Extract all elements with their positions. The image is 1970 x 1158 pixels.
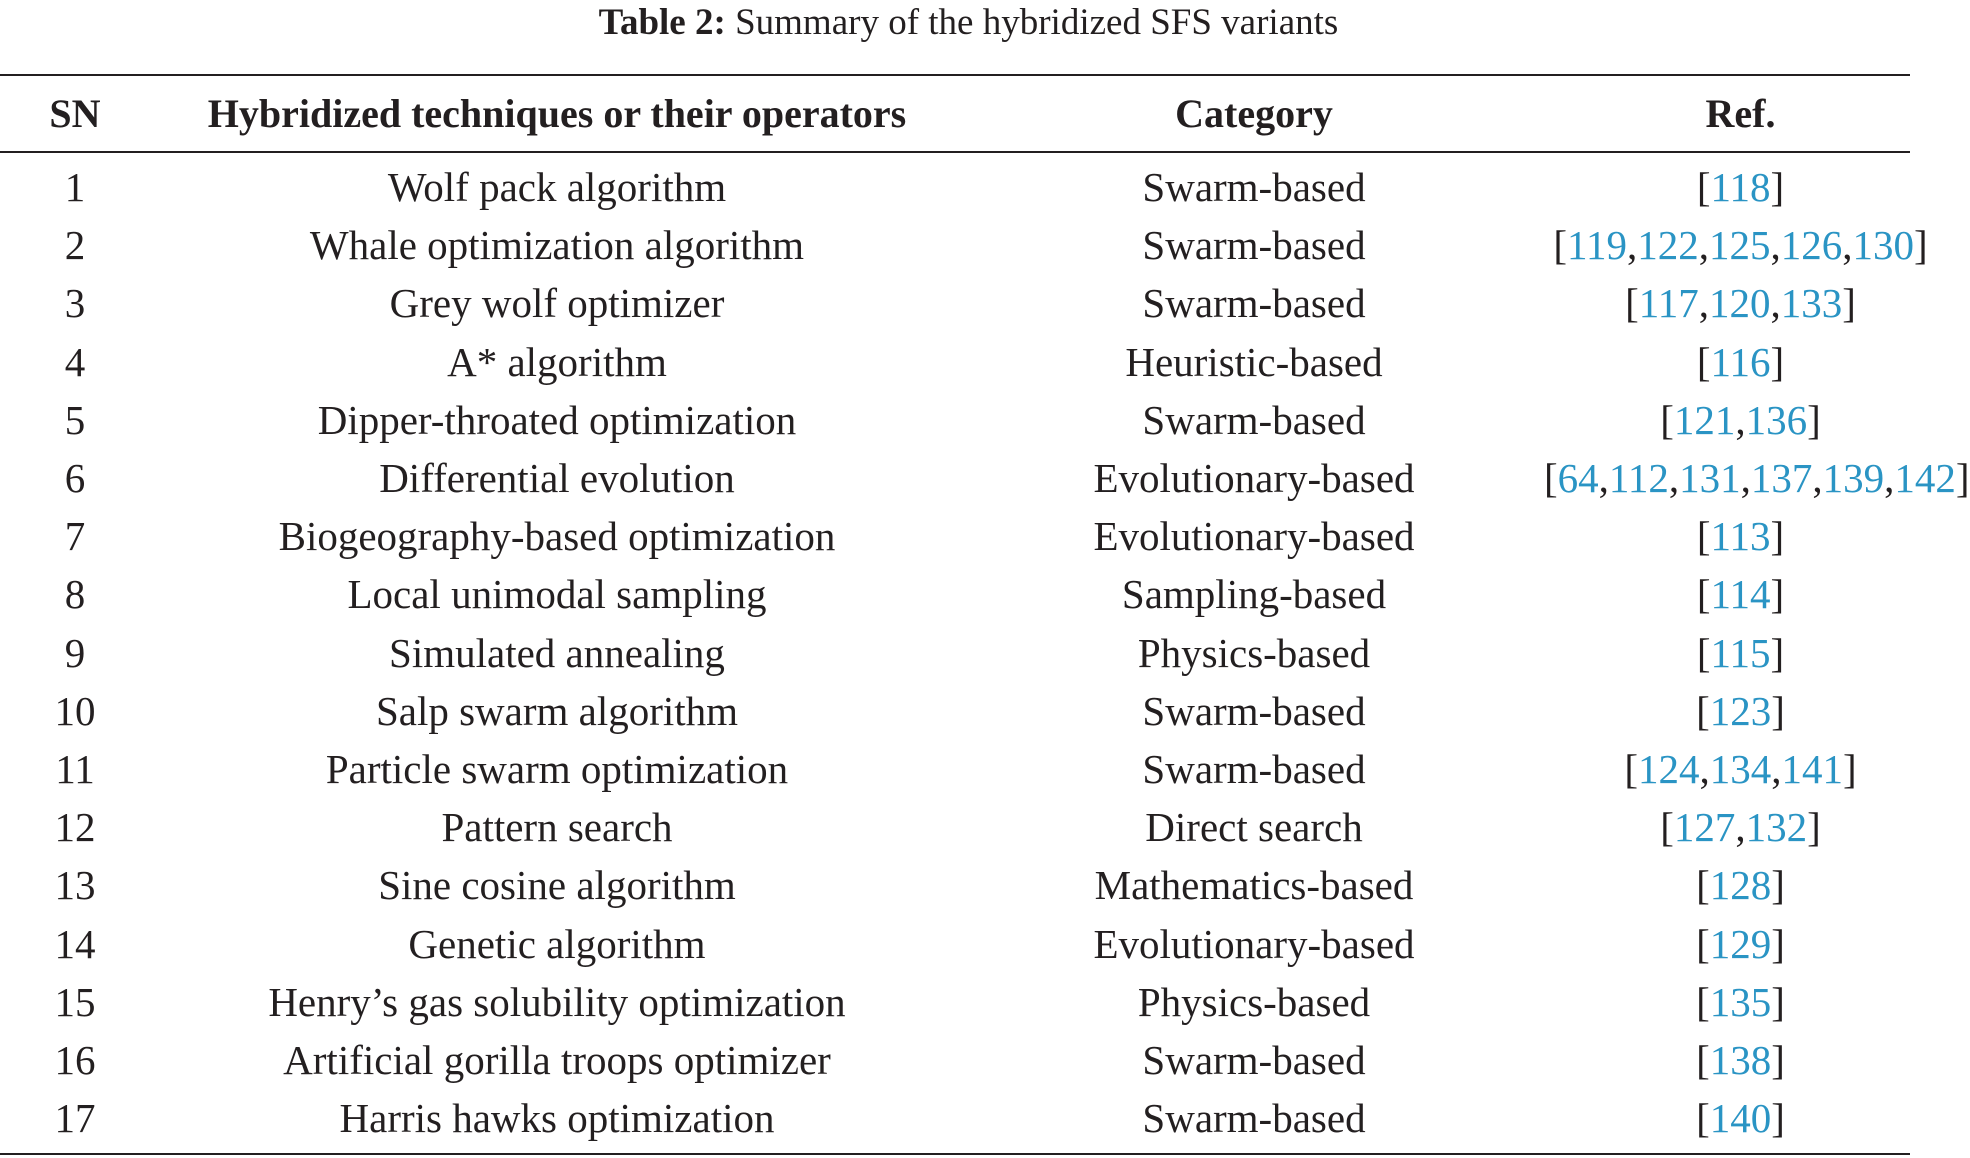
cell-category: Swarm-based bbox=[1142, 280, 1366, 327]
table-row bbox=[0, 682, 1937, 740]
cell-refs bbox=[1544, 216, 1937, 274]
bracket-open: [ bbox=[1624, 745, 1638, 792]
citation-link[interactable]: 114 bbox=[1710, 571, 1771, 618]
cell-category: Swarm-based bbox=[1142, 396, 1366, 443]
bracket-close: ] bbox=[1771, 687, 1785, 734]
ref-separator: , bbox=[1735, 396, 1746, 443]
ref-separator: , bbox=[1771, 745, 1782, 792]
cell-category: Evolutionary-based bbox=[1093, 920, 1415, 967]
bracket-close: ] bbox=[1771, 920, 1785, 967]
cell-refs bbox=[1544, 682, 1937, 740]
cell-category: Swarm-based bbox=[1142, 1095, 1366, 1142]
bracket-close: ] bbox=[1843, 745, 1857, 792]
cell-sn: 1 bbox=[64, 164, 86, 211]
citation-link[interactable]: 123 bbox=[1709, 687, 1772, 734]
bracket-open: [ bbox=[1660, 804, 1674, 851]
cell-technique: Particle swarm optimization bbox=[325, 745, 789, 792]
cell-refs bbox=[1544, 740, 1937, 798]
header-sn: SN bbox=[49, 91, 101, 136]
citation-link[interactable]: 116 bbox=[1710, 338, 1771, 385]
bracket-close: ] bbox=[1807, 804, 1821, 851]
bracket-open: [ bbox=[1696, 164, 1711, 211]
citation-link[interactable]: 133 bbox=[1780, 280, 1843, 327]
cell-technique: Genetic algorithm bbox=[408, 920, 706, 967]
cell-sn: 11 bbox=[55, 745, 95, 792]
cell-technique: Wolf pack algorithm bbox=[387, 164, 727, 211]
citation-link[interactable]: 131 bbox=[1679, 455, 1741, 502]
bracket-open: [ bbox=[1625, 280, 1639, 327]
cell-category: Swarm-based bbox=[1142, 687, 1366, 734]
table-header bbox=[0, 76, 1937, 151]
cell-technique: Dipper-throated optimization bbox=[317, 396, 797, 443]
cell-sn: 16 bbox=[54, 1036, 96, 1083]
cell-category: Heuristic-based bbox=[1125, 338, 1383, 385]
cell-technique: Salp swarm algorithm bbox=[375, 687, 739, 734]
table-caption bbox=[0, 0, 1937, 48]
cell-technique: Simulated annealing bbox=[389, 629, 725, 676]
cell-sn: 5 bbox=[64, 396, 86, 443]
citation-link[interactable]: 132 bbox=[1745, 804, 1808, 851]
table-row bbox=[0, 391, 1937, 449]
cell-category: Mathematics-based bbox=[1094, 862, 1414, 909]
citation-link[interactable]: 127 bbox=[1673, 804, 1736, 851]
cell-refs bbox=[1544, 391, 1937, 449]
bracket-open: [ bbox=[1696, 978, 1710, 1025]
cell-category: Swarm-based bbox=[1142, 745, 1366, 792]
cell-technique: Differential evolution bbox=[379, 455, 735, 502]
citation-link[interactable]: 142 bbox=[1894, 455, 1956, 502]
bracket-open: [ bbox=[1696, 629, 1711, 676]
bottom-rule bbox=[0, 1153, 1910, 1155]
bracket-close: ] bbox=[1771, 1036, 1785, 1083]
bracket-close: ] bbox=[1770, 338, 1785, 385]
table-row bbox=[0, 740, 1937, 798]
table-row bbox=[0, 798, 1937, 856]
cell-category: Sampling-based bbox=[1121, 571, 1387, 618]
bracket-close: ] bbox=[1771, 978, 1785, 1025]
citation-link[interactable]: 137 bbox=[1750, 455, 1813, 502]
citation-link[interactable]: 129 bbox=[1709, 920, 1772, 967]
table-row bbox=[0, 565, 1937, 623]
cell-sn: 9 bbox=[64, 629, 86, 676]
bracket-open: [ bbox=[1696, 920, 1710, 967]
cell-category: Evolutionary-based bbox=[1093, 455, 1415, 502]
ref-separator: , bbox=[1626, 222, 1638, 269]
cell-sn: 12 bbox=[54, 804, 96, 851]
bracket-open: [ bbox=[1696, 862, 1710, 909]
cell-category: Swarm-based bbox=[1142, 1036, 1366, 1083]
citation-link[interactable]: 136 bbox=[1745, 396, 1808, 443]
cell-category: Physics-based bbox=[1137, 978, 1371, 1025]
table-row bbox=[0, 216, 1937, 274]
cell-refs bbox=[1544, 624, 1937, 682]
citation-link[interactable]: 118 bbox=[1710, 164, 1771, 211]
bracket-open: [ bbox=[1696, 338, 1711, 385]
citation-link[interactable]: 140 bbox=[1709, 1095, 1772, 1142]
cell-sn: 2 bbox=[64, 222, 86, 269]
citation-link[interactable]: 120 bbox=[1708, 280, 1771, 327]
citation-link[interactable]: 113 bbox=[1710, 513, 1771, 560]
bracket-close: ] bbox=[1771, 1095, 1785, 1142]
table-row bbox=[0, 507, 1937, 565]
ref-separator: , bbox=[1770, 280, 1781, 327]
cell-sn: 13 bbox=[54, 862, 96, 909]
cell-refs bbox=[1544, 1031, 1937, 1089]
ref-separator: , bbox=[1668, 455, 1680, 502]
citation-link[interactable]: 134 bbox=[1709, 745, 1772, 792]
citation-link[interactable]: 141 bbox=[1781, 745, 1843, 792]
bracket-open: [ bbox=[1660, 396, 1674, 443]
citation-link[interactable]: 115 bbox=[1710, 629, 1771, 676]
cell-technique: Artificial gorilla troops optimizer bbox=[283, 1036, 831, 1083]
table-row bbox=[0, 333, 1937, 391]
header-ref: Ref. bbox=[1705, 91, 1776, 136]
cell-refs bbox=[1544, 798, 1937, 856]
cell-technique: Harris hawks optimization bbox=[339, 1095, 775, 1142]
table-body bbox=[0, 151, 1970, 1147]
table-row bbox=[0, 973, 1937, 1031]
table-row bbox=[0, 151, 1937, 216]
cell-refs bbox=[1544, 914, 1937, 972]
cell-sn: 17 bbox=[54, 1095, 96, 1142]
bracket-close: ] bbox=[1955, 455, 1970, 502]
header-technique: Hybridized techniques or their operators bbox=[207, 91, 907, 136]
cell-category: Physics-based bbox=[1137, 629, 1371, 676]
cell-refs bbox=[1544, 565, 1937, 623]
cell-category: Swarm-based bbox=[1142, 164, 1366, 211]
bracket-close: ] bbox=[1807, 396, 1821, 443]
caption-label: Table 2: bbox=[598, 2, 726, 43]
cell-sn: 14 bbox=[54, 920, 96, 967]
cell-sn: 7 bbox=[64, 513, 86, 560]
cell-refs bbox=[1544, 274, 1937, 332]
bracket-close: ] bbox=[1771, 862, 1785, 909]
table-row bbox=[0, 914, 1937, 972]
citation-link[interactable]: 139 bbox=[1822, 455, 1885, 502]
citation-link[interactable]: 124 bbox=[1638, 745, 1700, 792]
citation-link[interactable]: 64 bbox=[1557, 455, 1599, 502]
bracket-close: ] bbox=[1913, 222, 1928, 269]
ref-separator: , bbox=[1812, 455, 1823, 502]
citation-link[interactable]: 122 bbox=[1637, 222, 1699, 269]
ref-separator: , bbox=[1598, 455, 1609, 502]
cell-technique: Grey wolf optimizer bbox=[389, 280, 725, 327]
ref-separator: , bbox=[1698, 280, 1709, 327]
cell-refs bbox=[1544, 449, 1970, 507]
citation-link[interactable]: 126 bbox=[1780, 222, 1843, 269]
header-category: Category bbox=[1175, 91, 1333, 136]
cell-refs bbox=[1544, 856, 1937, 914]
table-row bbox=[0, 274, 1937, 332]
bracket-close: ] bbox=[1770, 571, 1785, 618]
bracket-open: [ bbox=[1544, 455, 1558, 502]
ref-separator: , bbox=[1842, 222, 1853, 269]
table-row bbox=[0, 1031, 1937, 1089]
ref-separator: , bbox=[1698, 222, 1709, 269]
bracket-close: ] bbox=[1770, 513, 1785, 560]
citation-link[interactable]: 138 bbox=[1709, 1036, 1772, 1083]
bracket-open: [ bbox=[1696, 1095, 1710, 1142]
cell-refs bbox=[1544, 333, 1937, 391]
bracket-open: [ bbox=[1553, 222, 1567, 269]
bracket-open: [ bbox=[1696, 571, 1711, 618]
cell-technique: Pattern search bbox=[441, 804, 673, 851]
cell-sn: 15 bbox=[54, 978, 96, 1025]
cell-technique: Henry’s gas solubility optimization bbox=[268, 978, 846, 1025]
ref-separator: , bbox=[1770, 222, 1781, 269]
ref-separator: , bbox=[1740, 455, 1751, 502]
cell-technique: Biogeography-based optimization bbox=[278, 513, 836, 560]
bracket-close: ] bbox=[1842, 280, 1856, 327]
bracket-open: [ bbox=[1696, 1036, 1710, 1083]
table-row bbox=[0, 624, 1937, 682]
ref-separator: , bbox=[1884, 455, 1895, 502]
cell-sn: 6 bbox=[64, 455, 86, 502]
citation-link[interactable]: 130 bbox=[1852, 222, 1914, 269]
bracket-open: [ bbox=[1696, 687, 1710, 734]
cell-technique: Whale optimization algorithm bbox=[309, 222, 805, 269]
table-row bbox=[0, 856, 1937, 914]
table-row bbox=[0, 1089, 1937, 1147]
cell-category: Swarm-based bbox=[1142, 222, 1366, 269]
bracket-open: [ bbox=[1696, 513, 1711, 560]
bracket-close: ] bbox=[1770, 164, 1785, 211]
cell-refs bbox=[1544, 1089, 1937, 1147]
cell-technique: Sine cosine algorithm bbox=[378, 862, 736, 909]
cell-sn: 10 bbox=[54, 687, 96, 734]
cell-refs bbox=[1544, 973, 1937, 1031]
cell-technique: Local unimodal sampling bbox=[347, 571, 767, 618]
bracket-close: ] bbox=[1770, 629, 1785, 676]
cell-sn: 3 bbox=[64, 280, 86, 327]
cell-category: Direct search bbox=[1145, 804, 1363, 851]
citation-link[interactable]: 117 bbox=[1638, 280, 1699, 327]
citation-link[interactable]: 119 bbox=[1567, 222, 1627, 269]
cell-category: Evolutionary-based bbox=[1093, 513, 1415, 560]
cell-refs bbox=[1544, 151, 1937, 216]
citation-link[interactable]: 135 bbox=[1709, 978, 1772, 1025]
variants-table bbox=[0, 76, 1970, 1147]
citation-link[interactable]: 125 bbox=[1708, 222, 1771, 269]
cell-sn: 8 bbox=[64, 571, 86, 618]
cell-sn: 4 bbox=[64, 338, 86, 385]
cell-refs bbox=[1544, 507, 1937, 565]
caption-text: Summary of the hybridized SFS variants bbox=[725, 2, 1339, 43]
cell-technique: A* algorithm bbox=[447, 338, 667, 385]
citation-link[interactable]: 121 bbox=[1673, 396, 1736, 443]
table-row bbox=[0, 449, 1937, 507]
ref-separator: , bbox=[1699, 745, 1710, 792]
ref-separator: , bbox=[1735, 804, 1746, 851]
citation-link[interactable]: 112 bbox=[1608, 455, 1669, 502]
citation-link[interactable]: 128 bbox=[1709, 862, 1772, 909]
